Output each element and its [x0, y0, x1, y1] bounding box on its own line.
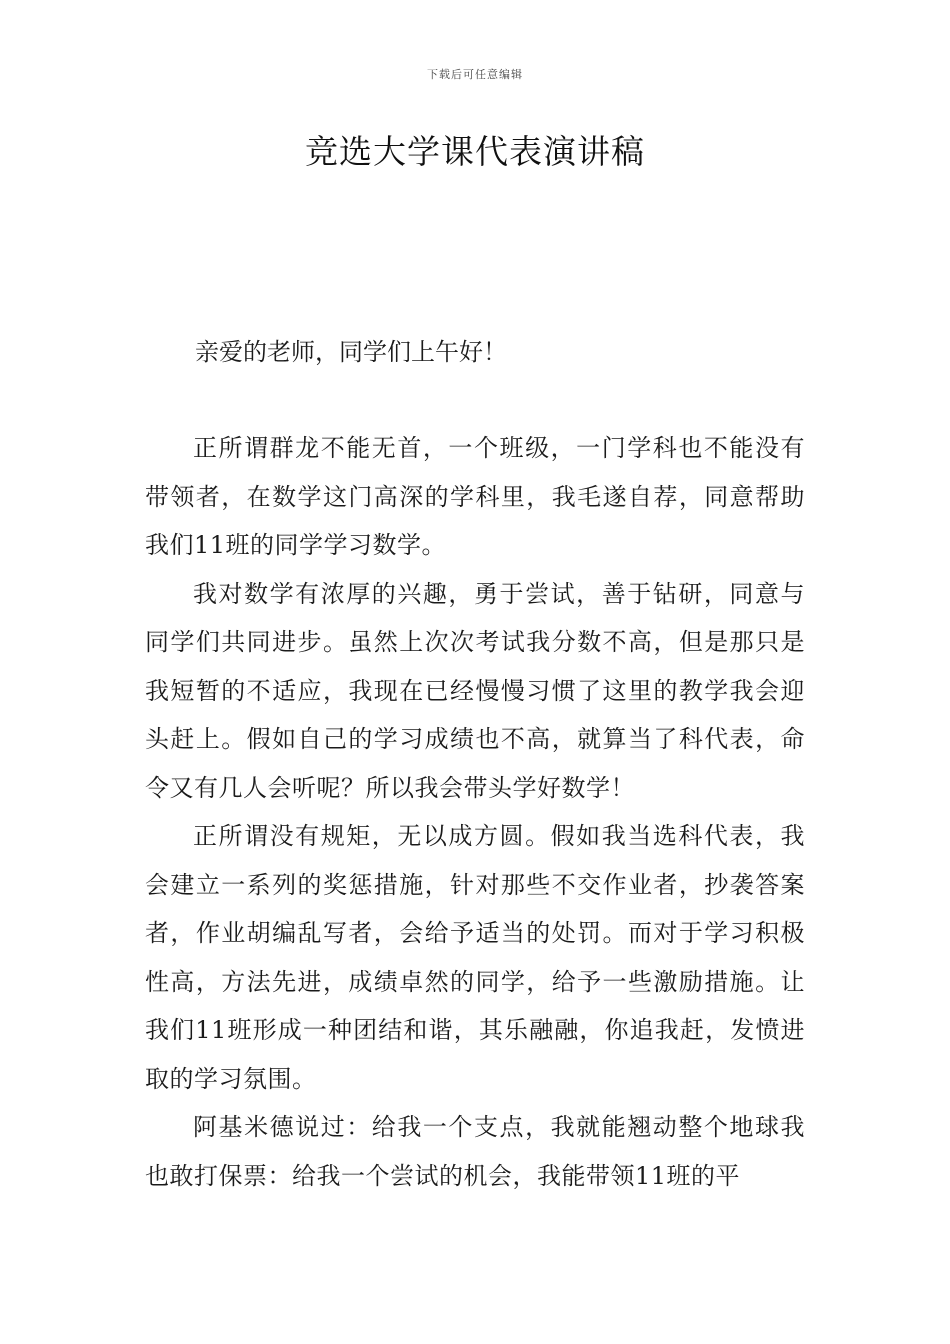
document-title: 竞选大学课代表演讲稿: [305, 132, 645, 171]
header-note: 下载后可任意编辑: [427, 68, 523, 81]
speech-body: [145, 424, 805, 1200]
paragraph-3: 正所谓没有规矩，无以成方圆。假如我当选科代表，我会建立一系列的奖惩措施，针对那些不交作业者，抄袭答案者，作业胡编乱写者，会给予适当的处罚。而对于学习积极性高，方法先进，成绩卓然的同学，给予一些激励措施。让我们11班形成一种团结和谐，其乐融融，你追我赶，发愤进取的学习氛围。: [145, 822, 805, 1093]
salutation: 亲爱的老师，同学们上午好！: [195, 338, 507, 366]
paragraph-1: 正所谓群龙不能无首，一个班级，一门学科也不能没有带领者，在数学这门高深的学科里，我毛遂自荐，同意帮助我们11班的同学学习数学。: [145, 434, 805, 559]
paragraph-2: 我对数学有浓厚的兴趣，勇于尝试，善于钻研，同意与同学们共同进步。虽然上次次考试我分数不高，但是那只是我短暂的不适应，我现在已经慢慢习惯了这里的教学我会迎头赶上。假如自己的学习成绩也不高，就算当了科代表，命令又有几人会听呢？所以我会带头学好数学！: [145, 579, 805, 802]
paragraph-4: 阿基米德说过：给我一个支点，我就能翘动整个地球我也敢打保票：给我一个尝试的机会，我能带领11班的平: [145, 1113, 805, 1190]
